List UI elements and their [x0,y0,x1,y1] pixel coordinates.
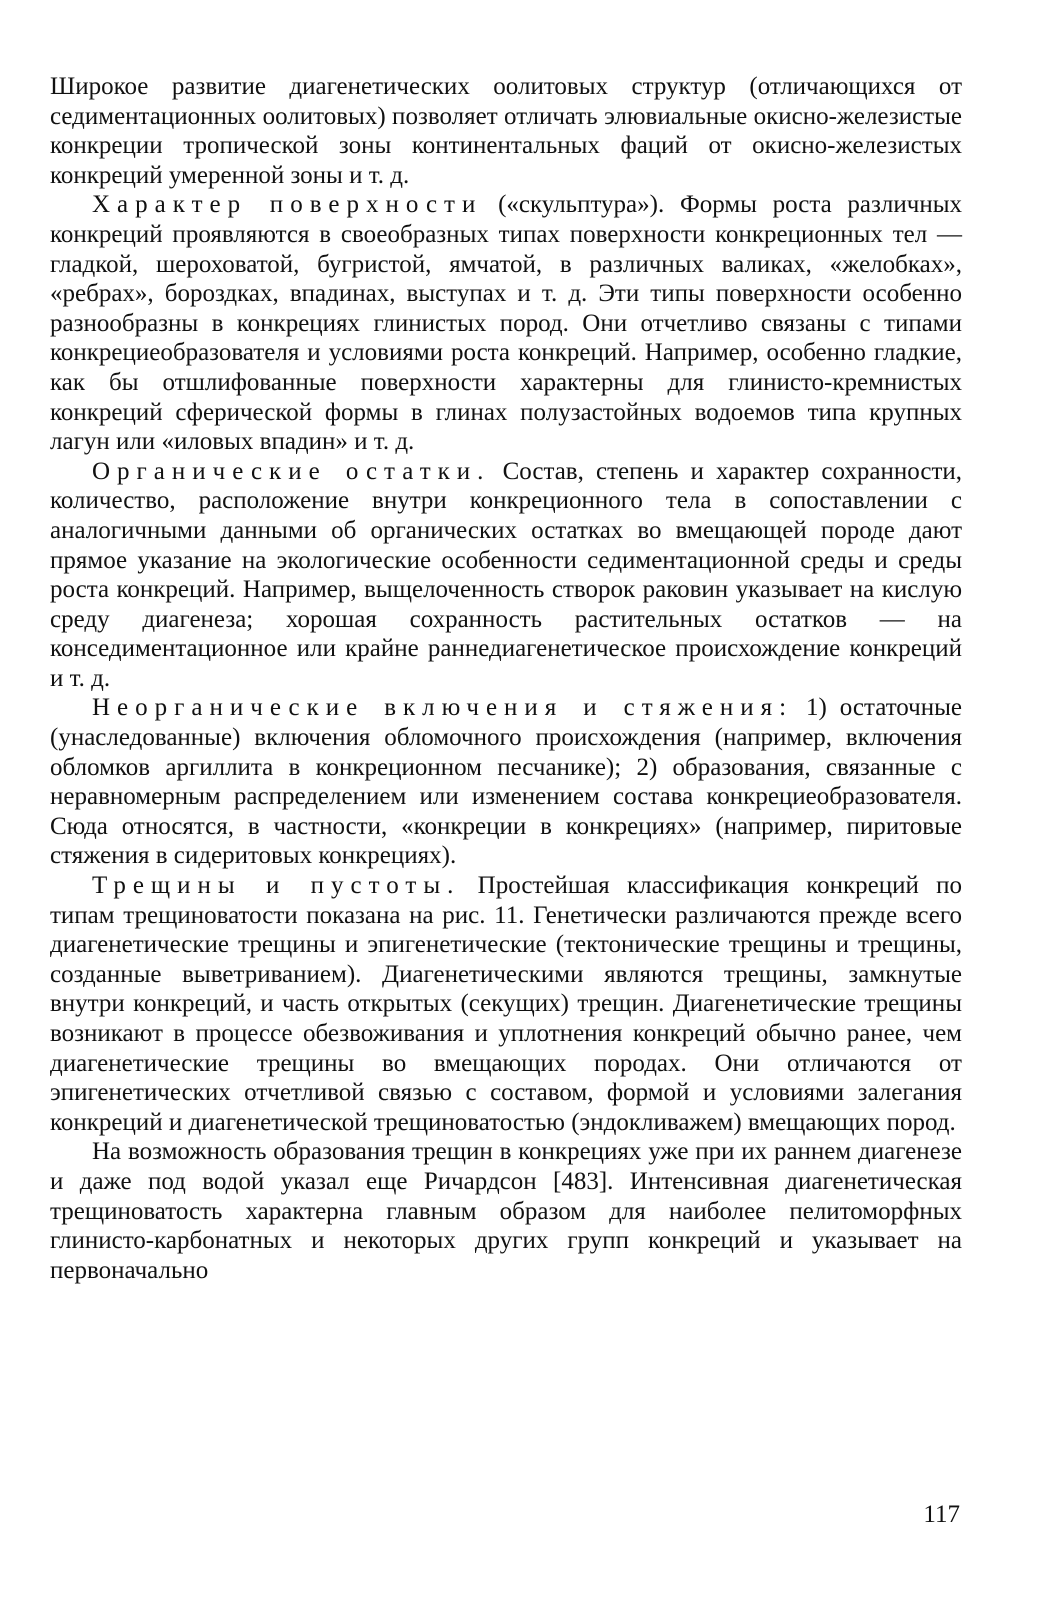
section-heading-surface: Характер поверхности [92,191,483,219]
section-heading-organic: Органические остатки. [92,457,491,485]
page-text-column [50,72,962,1285]
paragraph-text: Простейшая классификация конкреций по типам трещиноватости показана на рис. 11. Генетически различаются прежде всего диагенетические трещины и эпигенетические (тектонические трещины и трещины, созданные выветриванием). Диагенетическими являются трещины, замкнутые внутри конкреций, и часть открытых (секущих) трещин. Диагенетические трещины возникают в процессе обезвоживания и уплотнения конкреций обычно ранее, чем диагенетические трещины во вмещающих породах. Они отличаются от эпигенетических отчетливой связью с составом, формой и условиями залегания конкреций и диагенетической трещиноватостью (эндокливажем) вмещающих пород. [50,872,962,1136]
paragraph-richardson [50,1137,962,1285]
paragraph-oolite-structures [50,72,962,190]
page-number: 117 [923,1501,960,1528]
section-heading-inorganic: Неорганические включения и стяжения: [92,694,794,722]
paragraph-inorganic-inclusions [50,693,962,871]
paragraph-text: Состав, степень и характер сохранности, количество, расположение внутри конкреционного тела в сопоставлении с аналогичными данными об органических остатках во вмещающей породе дают прямое указание на экологические особенности седиментационной среды и среды роста конкреций. Например, выщелоченность створок раковин указывает на кислую среду диагенеза; хорошая сохранность растительных остатков — на конседиментационное или крайне раннедиагенетическое происхождение конкреций и т. д. [50,457,962,692]
paragraph-text: Широкое развитие диагенетических оолитовых структур (отличающихся от седиментационных оолитовых) позволяет отличать элювиальные окисно-железистые конкреции тропической зоны континентальных фаций от окисно-железистых конкреций умеренной зоны и т. д. [50,73,962,189]
paragraph-cracks-voids [50,871,962,1137]
section-heading-cracks: Трещины и пустоты. [92,872,461,900]
paragraph-text: На возможность образования трещин в конкрециях уже при их раннем диагенезе и даже под водой указал еще Ричардсон [483]. Интенсивная диагенетическая трещиноватость характерна главным образом для наиболее пелитоморфных глинисто-карбонатных и некоторых других групп конкреций и указывает на первоначально [50,1138,962,1284]
paragraph-surface-character [50,190,962,456]
paragraph-organic-remains [50,457,962,694]
paragraph-text: («скульптура»). Формы роста различных конкреций проявляются в своеобразных типах поверхности конкреционных тел — гладкой, шероховатой, бугристой, ямчатой, в различных валиках, «желобках», «ребрах», бороздках, впадинах, выступах и т. д. Эти типы поверхности особенно разнообразны в конкрециях глинистых пород. Они отчетливо связаны с типами конкрециеобразователя и условиями роста конкреций. Например, особенно гладкие, как бы отшлифованные поверхности характерны для глинисто-кремнистых конкреций сферической формы в глинах полузастойных водоемов типа крупных лагун или «иловых впадин» и т. д. [50,191,963,456]
paragraph-text: 1) остаточные (унаследованные) включения обломочного происхождения (например, включения обломков аргиллита в конкреционном песчанике); 2) образования, связанные с неравномерным распределением или изменением состава конкрециеобразователя. Сюда относятся, в частности, «конкреции в конкрециях» (например, пиритовые стяжения в сидеритовых конкрециях). [50,694,962,870]
